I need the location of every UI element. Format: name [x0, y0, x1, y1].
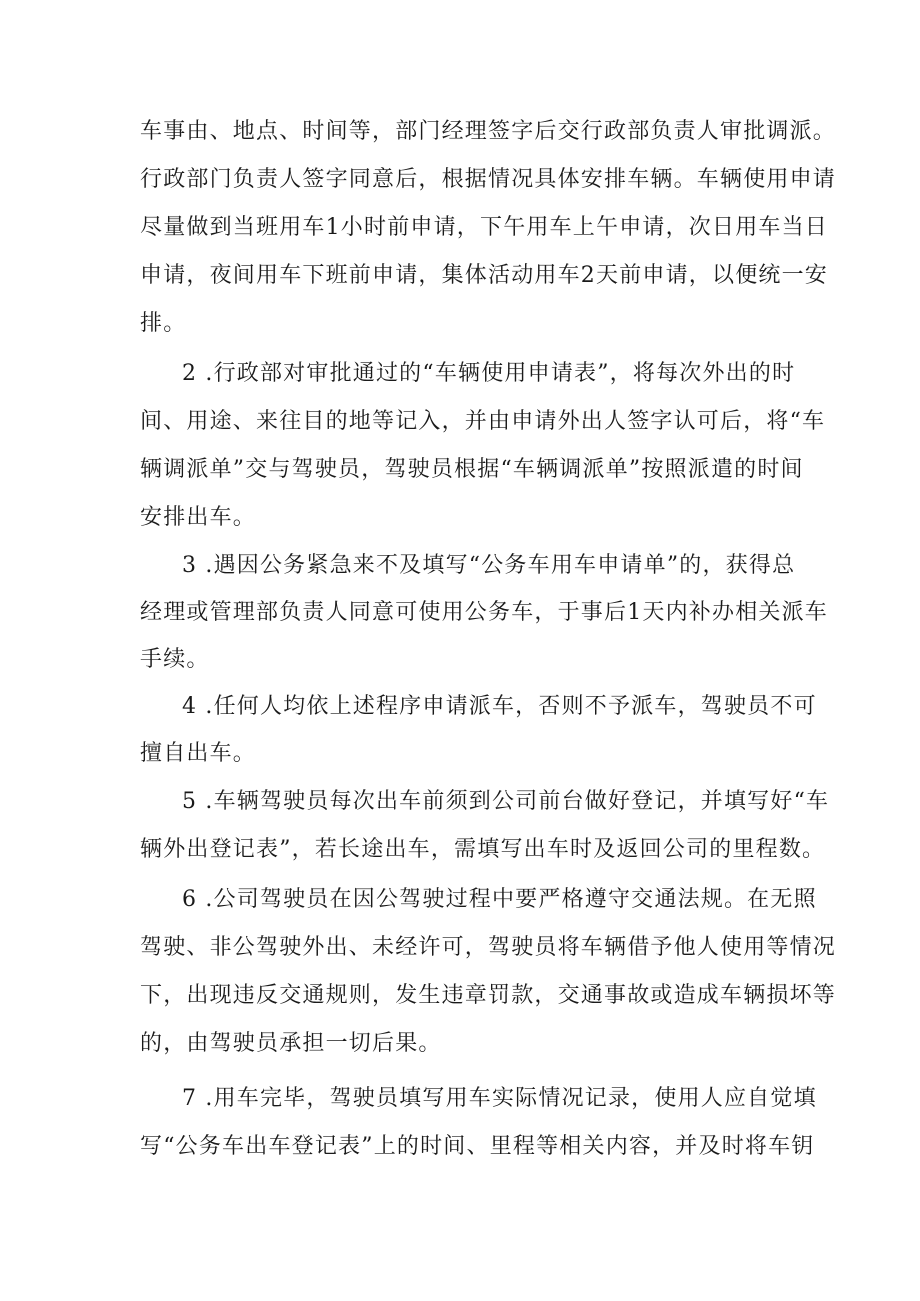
- text-line: 行政部门负责人签字同意后，根据情况具体安排车辆。车辆使用申请: [140, 167, 837, 192]
- text-line: 辆调派单”交与驾驶员，驾驶员根据“车辆调派单”按照派遣的时间: [140, 457, 804, 482]
- item-2-line: 2 .行政部对审批通过的“车辆使用申请表”，将每次外出的时: [182, 361, 796, 386]
- text-line: 下，出现违反交通规则，发生违章罚款，交通事故或造成车辆损坏等: [140, 983, 837, 1008]
- text-line: 写“公务车出车登记表”上的时间、里程等相关内容，并及时将车钥: [140, 1134, 815, 1159]
- text-line: 申请，夜间用车下班前申请，集体活动用车2天前申请，以便统一安: [140, 263, 828, 288]
- text-line: 手续。: [140, 647, 210, 672]
- text-line: 排。: [140, 311, 187, 336]
- item-7-line: 7 .用车完毕，驾驶员填写用车实际情况记录，使用人应自觉填: [182, 1086, 817, 1111]
- item-3-line: 3 .遇因公务紧急来不及填写“公务车用车申请单”的，获得总: [182, 553, 796, 578]
- item-5-line: 5 .车辆驾驶员每次出车前须到公司前台做好登记，并填写好“车: [182, 789, 830, 814]
- text-line: 安排出车。: [140, 505, 257, 530]
- text-line: 的，由驾驶员承担一切后果。: [140, 1031, 442, 1056]
- text-line: 尽量做到当班用车1小时前申请，下午用车上午申请，次日用车当日: [140, 215, 828, 240]
- text-line: 擅自出车。: [140, 741, 257, 766]
- text-line: 间、用途、来往目的地等记入，并由申请外出人签字认可后，将“车: [140, 409, 826, 434]
- text-line: 辆外出登记表”，若长途出车，需填写出车时及返回公司的里程数。: [140, 837, 826, 862]
- item-6-line: 6 .公司驾驶员在因公驾驶过程中要严格遵守交通法规。在无照: [182, 887, 817, 912]
- text-line: 车事由、地点、时间等，部门经理签字后交行政部负责人审批调派。: [140, 119, 837, 144]
- text-line: 驾驶、非公驾驶外出、未经许可，驾驶员将车辆借予他人使用等情况: [140, 935, 837, 960]
- text-line: 经理或管理部负责人同意可使用公务车，于事后1天内补办相关派车: [140, 600, 828, 625]
- item-4-line: 4 .任何人均依上述程序申请派车，否则不予派车，驾驶员不可: [182, 694, 817, 719]
